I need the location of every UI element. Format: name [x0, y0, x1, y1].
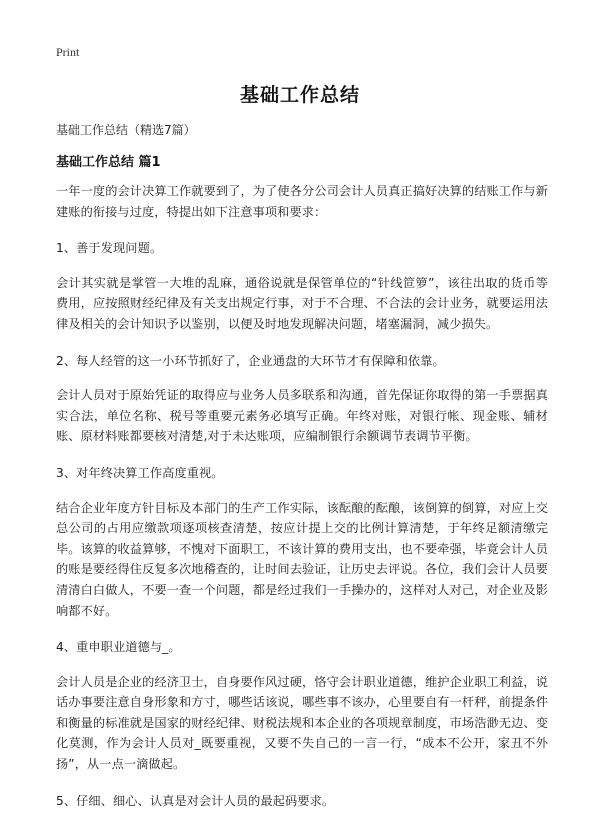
section-heading: 基础工作总结 篇1 [56, 155, 161, 170]
page-title: 基础工作总结 [239, 84, 360, 106]
point-3-heading: 3、对年终决算工作高度重视。 [56, 465, 224, 480]
point-4-paragraph: 会计人员是企业的经济卫士，自身要作风过硬，恪守会计职业道德，维护企业职工利益，说话办事要注意自身形象和方寸，哪些话该说，哪些事不该办，心里要自有一杆秤，前提条件和衡量的标准就是国家的财经纪律、财税法规和本企业的各项规章制度，市场浩渺无边、变化莫测，作为会计人员对_既要重视，又要不失自己的一言一行，“成本不公开，家丑不外扬”，从一点一滴做起。 [56, 674, 548, 772]
point-1-heading: 1、善于发现问题。 [56, 241, 163, 256]
point-4-heading: 4、重申职业道德与_。 [56, 640, 181, 655]
point-2-paragraph: 会计人员对于原始凭证的取得应与业务人员多联系和沟通，首先保证你取得的第一手票据真实合法，单位名称、税号等重要元素务必填写正确。年终对账，对银行帐、现金账、辅材账、原材料账都要核对清楚,对于未达账项，应编制银行余额调节表调节平衡。 [56, 388, 548, 444]
point-1-paragraph: 会计其实就是掌管一大堆的乱麻，通俗说就是保管单位的“针线笸箩”，该往出取的货币等费用，应按照财经纪律及有关支出规定行事，对于不合理、不合法的会计业务，就要运用法律及相关的会计知识予以鉴别，以便及时地发现解决问题，堵塞漏洞，减少损失。 [56, 275, 548, 331]
intro-paragraph: 一年一度的会计决算工作就要到了，为了使各分公司会计人员真正搞好决算的结账工作与新建账的衔接与过度，特提出如下注意事项和要求： [56, 184, 548, 219]
point-2-heading: 2、每人经管的这一小环节抓好了，企业通盘的大环节才有保障和依靠。 [56, 353, 445, 368]
print-label[interactable]: Print [56, 45, 80, 59]
point-5-heading: 5、仔细、细心、认真是对会计人员的最起码要求。 [56, 793, 335, 808]
document-body [56, 181, 548, 825]
point-3-paragraph: 结合企业年度方针目标及本部门的生产工作实际，该酝酿的酝酿，该倒算的倒算，对应上交总公司的占用应缴款项逐项核查清楚，按应计提上交的比例计算清楚，于年终足额清缴完毕。该算的收益算够，不愧对下面职工，不该计算的费用支出，也不要牵强，毕竟会计人员的账是要经得住反复多次地稽查的，让时间去验证，让历史去评说。各位，我们会计人员要清清白白做人，不要一查一个问题，都是经过我们一手操办的，这样对人对己，对企业及影响都不好。 [56, 500, 548, 618]
document-subtitle: 基础工作总结（精选7篇） [56, 123, 196, 137]
